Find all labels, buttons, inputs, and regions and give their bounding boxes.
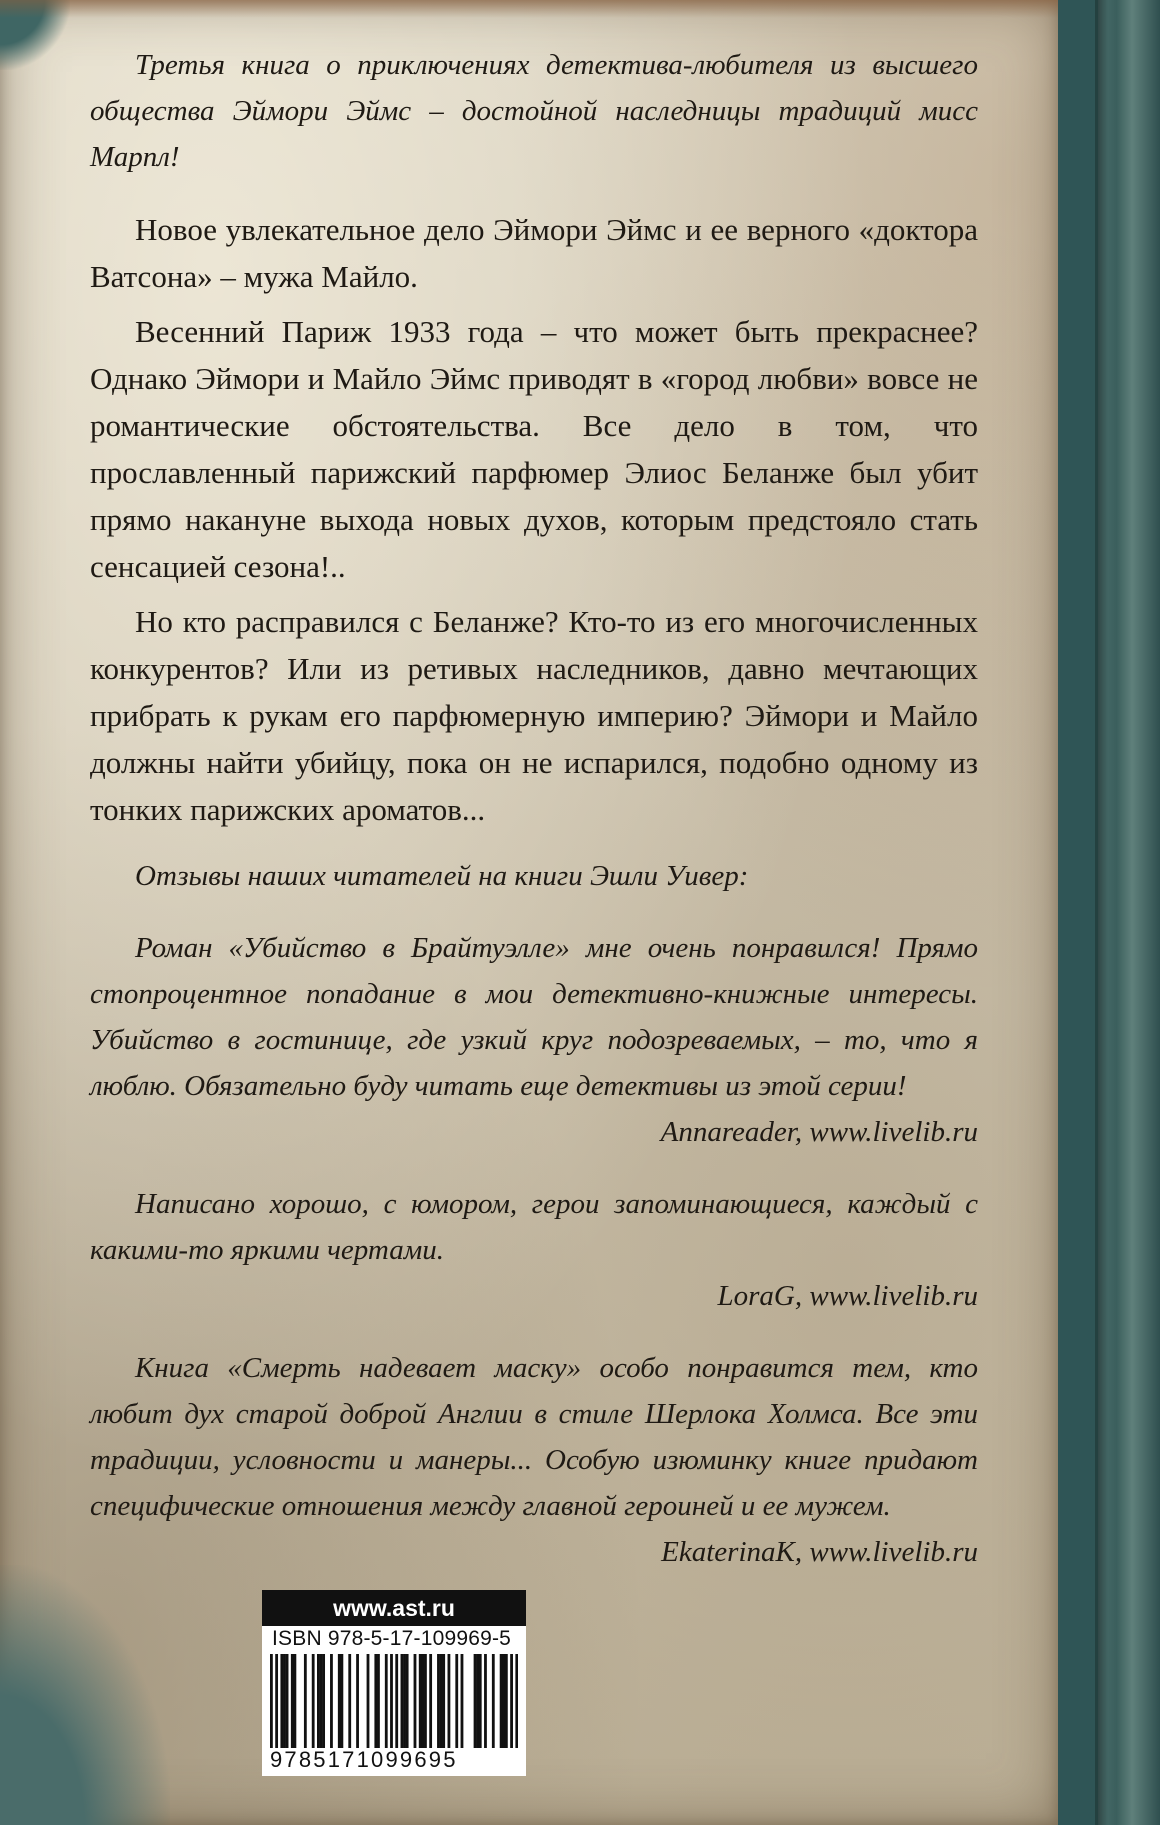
barcode-bar bbox=[283, 1654, 286, 1748]
book-spine bbox=[1095, 0, 1160, 1825]
barcode-bar bbox=[510, 1654, 513, 1748]
review-text-2: Написано хорошо, с юмором, герои запоминающиеся, каждый с какими-то яркими чертами. bbox=[90, 1188, 978, 1266]
barcode-bar bbox=[401, 1654, 404, 1748]
barcode-bar bbox=[338, 1654, 341, 1748]
description-paragraph-1: Новое увлекательное дело Эймори Эймс и ее верного «доктора Ватсона» – мужа Майло. bbox=[90, 212, 978, 294]
intro-text: Третья книга о приключениях детектива-любителя из высшего общества Эймори Эймс – достойной наследницы традиций мисс Марпл! bbox=[90, 49, 978, 173]
barcode-bar bbox=[317, 1654, 320, 1748]
barcode-bar bbox=[492, 1654, 495, 1748]
barcode-bar bbox=[479, 1654, 482, 1748]
barcode-bar bbox=[502, 1654, 505, 1748]
barcode-bar bbox=[448, 1654, 451, 1748]
review-text-1: Роман «Убийство в Брайтуэлле» мне очень понравился! Прямо стопроцентное попадание в мои детективно-книжные интересы. Убийство в гостинице, где узкий круг подозреваемых, – то, что я люблю. Обязательно буду читать еще детективы из этой серии! bbox=[90, 932, 978, 1102]
barcode-bar bbox=[414, 1654, 417, 1748]
barcode-bar bbox=[395, 1654, 398, 1748]
barcode-bar bbox=[429, 1654, 432, 1748]
barcode-bar bbox=[442, 1654, 445, 1748]
barcode-bar bbox=[424, 1654, 427, 1748]
description-paragraph-2: Весенний Париж 1933 года – что может быть прекраснее? Однако Эймори и Майло Эймс приводят в «город любви» вовсе не романтические обстоятельства. Все дело в том, что прославленный парижский парфюмер Элиос Беланже был убит прямо накануне выхода новых духов, которым предстояло стать сенсацией сезона!.. bbox=[90, 314, 978, 584]
barcode-bar bbox=[348, 1654, 351, 1748]
barcode-bar bbox=[330, 1654, 333, 1748]
barcode-bars-icon bbox=[270, 1654, 518, 1748]
cover-text-column bbox=[90, 42, 978, 1575]
barcode-bar bbox=[515, 1654, 518, 1748]
reviews-heading: Отзывы наших читателей на книги Эшли Уивер: bbox=[135, 860, 749, 892]
barcode-block bbox=[262, 1590, 526, 1776]
barcode-bar bbox=[293, 1654, 296, 1748]
worn-corner-bottom-left bbox=[0, 1565, 170, 1825]
barcode-bar bbox=[440, 1654, 443, 1748]
barcode-bar bbox=[291, 1654, 294, 1748]
barcode-bar bbox=[367, 1654, 370, 1748]
barcode-bar bbox=[385, 1654, 388, 1748]
barcode-digits: 9785171099695 bbox=[270, 1747, 458, 1772]
barcode-bar bbox=[505, 1654, 508, 1748]
barcode-bar bbox=[390, 1654, 393, 1748]
review-author-2: LoraG, www.livelib.ru bbox=[717, 1280, 978, 1312]
barcode-bar bbox=[455, 1654, 458, 1748]
barcode-bar bbox=[500, 1654, 503, 1748]
review-text-3: Книга «Смерть надевает маску» особо понравится тем, кто любит дух старой доброй Англии в стиле Шерлока Холмса. Все эти традиции, условности и манеры... Особую изюминку книге придают специфические отношения между главной героиней и ее мужем. bbox=[90, 1352, 978, 1522]
publisher-url: www.ast.ru bbox=[262, 1590, 526, 1626]
barcode-bar bbox=[286, 1654, 289, 1748]
barcode-bar bbox=[275, 1654, 278, 1748]
worn-corner-top-left bbox=[0, 0, 70, 70]
barcode-bar bbox=[374, 1654, 377, 1748]
description-paragraph-3: Но кто расправился с Беланже? Кто-то из его многочисленных конкурентов? Или из ретивых наследников, давно мечтающих прибрать к рукам его парфюмерную империю? Эймори и Майло должны найти убийцу, пока он не испарился, подобно одному из тонких парижских ароматов... bbox=[90, 604, 978, 827]
isbn-number: ISBN 978-5-17-109969-5 bbox=[272, 1627, 512, 1650]
barcode-bar bbox=[421, 1654, 424, 1748]
barcode-bar bbox=[461, 1654, 464, 1748]
barcode-bar bbox=[484, 1654, 487, 1748]
barcode-bar bbox=[304, 1654, 307, 1748]
barcode-bar bbox=[270, 1654, 273, 1748]
barcode-bar bbox=[474, 1654, 477, 1748]
review-author-1: Annareader, www.livelib.ru bbox=[660, 1116, 978, 1148]
barcode-bar bbox=[280, 1654, 283, 1748]
barcode-bar bbox=[340, 1654, 343, 1748]
barcode-bar bbox=[356, 1654, 359, 1748]
barcode-bar bbox=[476, 1654, 479, 1748]
barcode-bar bbox=[312, 1654, 315, 1748]
barcode-bar bbox=[437, 1654, 440, 1748]
barcode-bar bbox=[406, 1654, 409, 1748]
review-author-3: EkaterinaK, www.livelib.ru bbox=[661, 1536, 978, 1568]
barcode-bar bbox=[419, 1654, 422, 1748]
barcode-bar bbox=[377, 1654, 380, 1748]
barcode-bar bbox=[403, 1654, 406, 1748]
barcode-bar bbox=[320, 1654, 323, 1748]
barcode-bar bbox=[322, 1654, 325, 1748]
